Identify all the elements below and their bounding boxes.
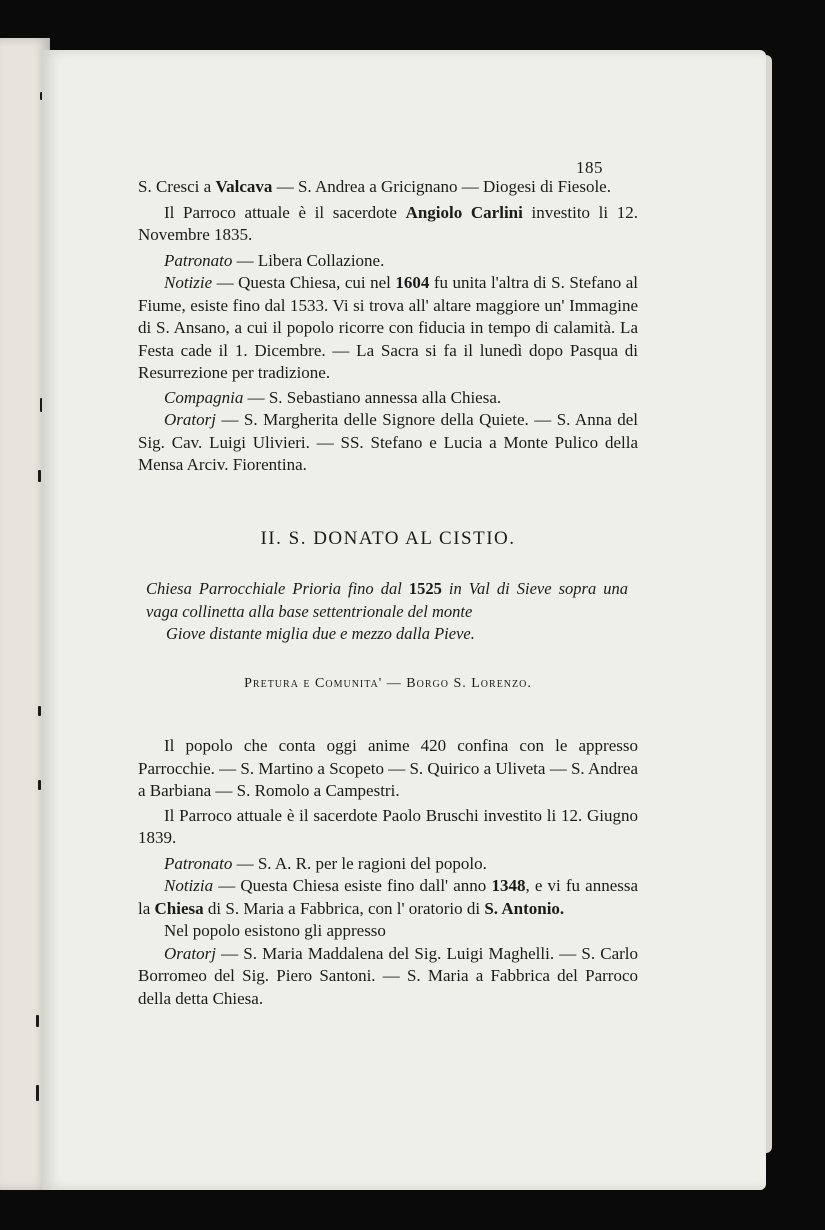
binding-mark xyxy=(38,470,41,482)
description-text-a: Chiesa Parrocchiale Prioria fino dal xyxy=(146,579,402,598)
page-number: 185 xyxy=(576,158,603,177)
patronato2-paragraph xyxy=(138,853,638,876)
nel-popolo-line: Nel popolo esistono gli appresso xyxy=(164,921,386,940)
book-page xyxy=(42,50,766,1190)
parroco-text-b: investito li 12. Novembre 1835. xyxy=(138,202,639,244)
pretura-heading: Pretura e Comunita' — Borgo S. Lorenzo. xyxy=(244,676,532,691)
notizia-antonio: S. Antonio. xyxy=(484,898,565,918)
notizia-text-a: — Questa Chiesa esiste fino dall' anno xyxy=(218,876,487,895)
patronato2-label: Patronato xyxy=(164,853,233,873)
binding-mark xyxy=(38,780,41,790)
notizia-year: 1348 xyxy=(491,876,526,895)
notizie-text-b: fu unita l'altra di S. Stefano al Fiume, esiste fino dal 1533. Vi si trova all' altare maggiore un' Immagine di S. Ansano, a cui il popolo ricorre con fiducia in tempo di calamità. La Festa cade il 1. Dicembre. — La Sacra si fa il lunedì dopo Pasqua di Resurrezione per tradizione. xyxy=(138,273,638,382)
oratorj2-paragraph xyxy=(138,943,638,1011)
description-text-b: in Val di Sieve sopra una vaga collinetta alla base settentrionale del monte xyxy=(146,579,629,621)
oratorj-paragraph xyxy=(138,409,638,477)
parroco-paragraph xyxy=(138,202,638,247)
notizie-paragraph xyxy=(138,272,638,385)
oratorj2-text: — S. Maria Maddalena del Sig. Luigi Maghelli. — S. Carlo Borromeo del Sig. Piero Santoni. — S. Maria a Fabbrica del Parroco della detta Chiesa. xyxy=(138,943,639,1008)
patronato2-text: — S. A. R. per le ragioni del popolo. xyxy=(236,853,487,873)
binding-mark xyxy=(36,1085,39,1101)
notizie-label: Notizie xyxy=(164,273,213,292)
notizie-year: 1604 xyxy=(395,273,430,292)
notizia-text-c: di S. Maria a Fabbrica, con l' oratorio di xyxy=(207,898,481,918)
notizia-paragraph xyxy=(138,875,638,920)
compagnia-label: Compagnia xyxy=(164,387,244,407)
parroco2-paragraph: Il Parroco attuale è il sacerdote Paolo Bruschi investito li 12. Giugno 1839. xyxy=(138,805,638,847)
binding-mark xyxy=(36,1015,39,1027)
entry-donato xyxy=(138,735,638,1010)
confini-rest: — S. Andrea a Gricignano — Diogesi di Fiesole. xyxy=(276,177,611,196)
description-last-line: Giove distante miglia due e mezzo dalla Pieve. xyxy=(166,624,475,643)
patronato-label: Patronato xyxy=(164,250,233,270)
notizie-text-a: — Questa Chiesa, cui nel xyxy=(216,273,391,292)
compagnia-text: — S. Sebastiano annessa alla Chiesa. xyxy=(247,387,502,407)
description-line xyxy=(146,578,628,623)
notizia-label: Notizia xyxy=(164,876,214,895)
parroco-text-a: Il Parroco attuale è il sacerdote xyxy=(164,202,397,222)
section-title: II. S. DONATO AL CISTIO. xyxy=(260,528,516,549)
oratorj-label: Oratorj xyxy=(164,410,216,429)
compagnia-paragraph xyxy=(138,387,638,410)
popolo-paragraph: Il popolo che conta oggi anime 420 confina con le appresso Parrocchie. — S. Martino a Scopeto — S. Quirico a Uliveta — S. Andrea a Barbiana — S. Romolo a Campestri. xyxy=(138,736,638,800)
description-year: 1525 xyxy=(408,579,442,598)
entry-cresci-end xyxy=(138,176,638,477)
valcava-word: Valcava xyxy=(215,177,273,196)
notizia-chiesa: Chiesa xyxy=(154,898,204,918)
church-description xyxy=(146,578,628,646)
notizia-text-b: , e vi fu annessa la xyxy=(138,876,639,918)
patronato-paragraph xyxy=(138,250,638,273)
parroco-name: Angiolo Carlini xyxy=(405,202,523,222)
oratorj2-label: Oratorj xyxy=(164,943,216,963)
confini-start: S. Cresci a xyxy=(138,177,212,196)
confini-line xyxy=(138,176,638,199)
binding-mark xyxy=(38,706,41,716)
oratorj-text: — S. Margherita delle Signore della Quiete. — S. Anna del Sig. Cav. Luigi Ulivieri. — SS. Stefano e Lucia a Monte Pulico della Mensa Arciv. Fiorentina. xyxy=(138,410,638,474)
patronato-text: — Libera Collazione. xyxy=(236,250,385,270)
